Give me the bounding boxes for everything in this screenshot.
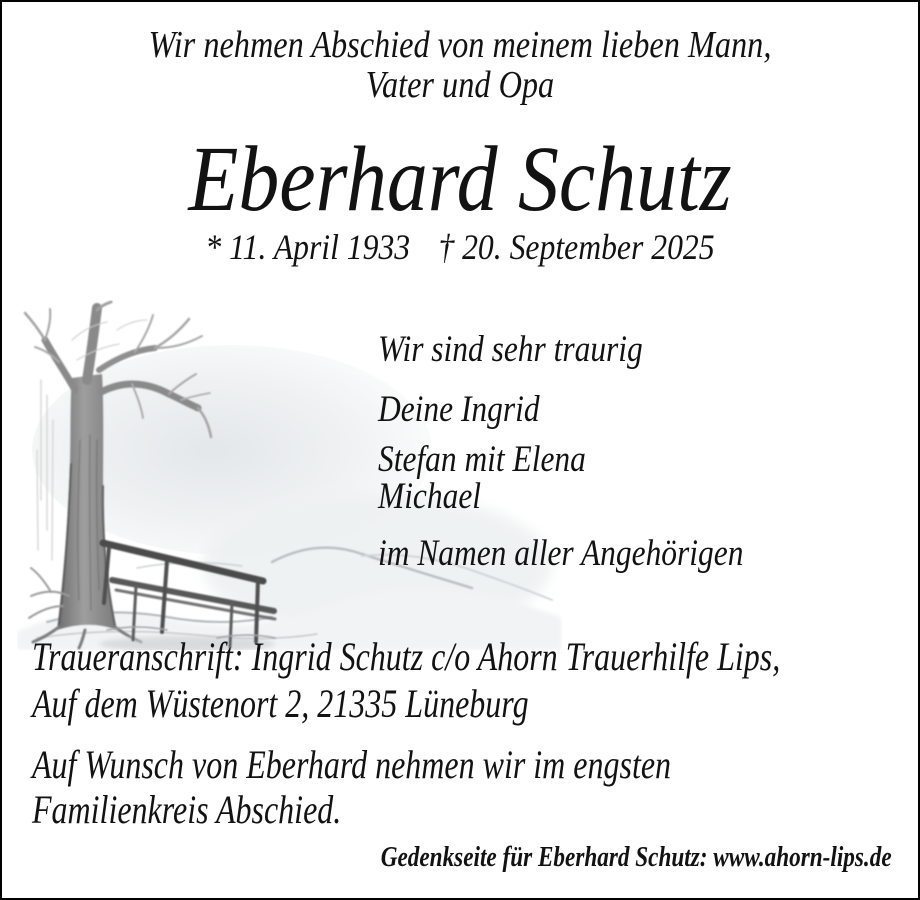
death-date: † 20. September 2025 [438, 227, 715, 267]
deceased-name: Eberhard Schutz [188, 128, 732, 231]
condolence-opening: Wir sind sehr traurig [378, 329, 643, 370]
mourner-line: Stefan mit Elena [378, 439, 586, 480]
condolence-closing: im Namen aller Angehörigen [378, 533, 744, 574]
mourning-address [32, 633, 780, 727]
life-dates [57, 229, 863, 265]
intro-line-2: Vater und Opa [365, 64, 555, 106]
farewell-line-2: Familienkreis Abschied. [32, 787, 342, 832]
farewell-line-1: Auf Wunsch von Eberhard nehmen wir im engsten [32, 742, 672, 787]
address-line-2: Auf dem Wüstenort 2, 21335 Lüneburg [32, 681, 529, 726]
address-line-1: Traueranschrift: Ingrid Schutz c/o Ahorn Trauerhilfe Lips, [32, 634, 781, 679]
farewell-note [32, 742, 671, 832]
memorial-page-line: Gedenkseite für Eberhard Schutz: www.ahorn-lips.de [381, 841, 892, 873]
mourner-line: Michael [378, 476, 482, 517]
intro-line-1: Wir nehmen Abschied von meinem lieben Mann, [148, 24, 772, 66]
birth-date: * 11. April 1933 [205, 227, 411, 267]
mourner-line: Deine Ingrid [378, 389, 540, 430]
